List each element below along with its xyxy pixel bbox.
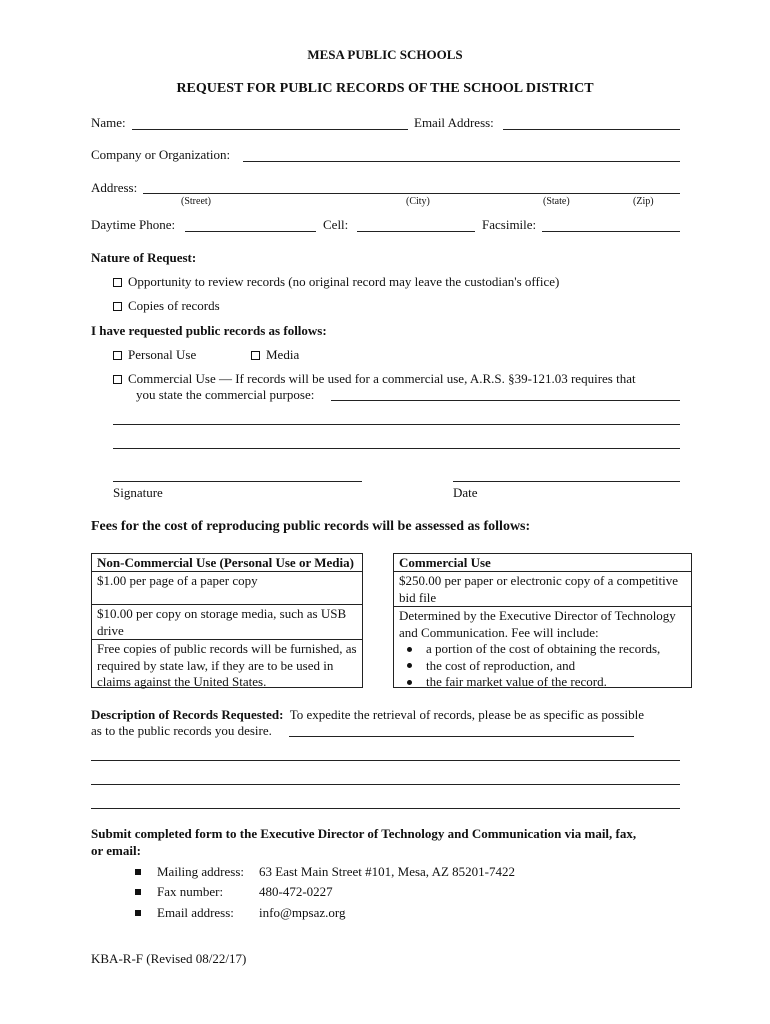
nature-option-review[interactable] — [113, 274, 559, 290]
bullet-icon — [135, 889, 141, 895]
cell-label: Cell: — [323, 217, 349, 232]
requested-heading: I have requested public records as follows: — [91, 323, 327, 338]
media-label: Media — [266, 347, 300, 362]
checkbox-icon[interactable] — [113, 302, 122, 311]
signature-field[interactable] — [113, 481, 362, 482]
description-line-field-3[interactable] — [91, 784, 680, 785]
checkbox-icon[interactable] — [251, 351, 260, 360]
email-label: Email Address: — [414, 115, 494, 130]
street-caption: (Street) — [181, 196, 211, 207]
commercial-bullet-text: the cost of reproduction, and — [426, 657, 576, 673]
phone-label: Daytime Phone: — [91, 217, 176, 232]
name-field[interactable] — [132, 129, 408, 130]
date-field[interactable] — [453, 481, 680, 482]
description-instructions: To expedite the retrieval of records, please be as specific as possible — [289, 707, 645, 722]
submit-item-label: Mailing address: — [157, 864, 245, 879]
noncommercial-row-free: Free copies of public records will be furnished, as required by state law, if they are to be used in claims against the United States. — [92, 639, 362, 689]
fax-field[interactable] — [542, 231, 680, 232]
description-line-field-2[interactable] — [91, 760, 680, 761]
address-field[interactable] — [143, 193, 680, 194]
commercial-row-bid: $250.00 per paper or electronic copy of a competitive bid file — [394, 571, 691, 606]
commercial-use-label: Commercial Use — If records will be used for a commercial use, A.R.S. §39-121.03 requires that — [128, 371, 636, 386]
bullet-icon — [135, 910, 141, 916]
commercial-row-determined — [394, 606, 691, 689]
checkbox-icon[interactable] — [113, 375, 122, 384]
commercial-use-option[interactable] — [113, 371, 636, 387]
commercial-purpose-label: you state the commercial purpose: — [136, 387, 315, 402]
company-field[interactable] — [243, 161, 680, 162]
noncommercial-header: Non-Commercial Use (Personal Use or Media) — [97, 555, 354, 570]
nature-option-review-label: Opportunity to review records (no original record may leave the custodian's office) — [128, 274, 560, 289]
commercial-bullet-text: the fair market value of the record. — [426, 674, 607, 689]
submit-instructions-line-2: or email: — [91, 843, 141, 858]
bullet-icon — [407, 647, 412, 652]
bullet-icon — [135, 869, 141, 875]
submit-item-fax — [91, 884, 223, 900]
media-option[interactable] — [251, 347, 299, 363]
bullet-icon — [407, 680, 412, 685]
submit-instructions-line-1: Submit completed form to the Executive Director of Technology and Communication via mail, fax, — [91, 826, 637, 841]
description-label: Description of Records Requested: — [91, 707, 284, 722]
mailing-address-value: 63 East Main Street #101, Mesa, AZ 85201-7422 — [259, 864, 515, 879]
name-label: Name: — [91, 115, 126, 130]
description-line-1 — [91, 707, 644, 723]
nature-option-copies-label: Copies of records — [128, 298, 220, 313]
commercial-bullet-text: a portion of the cost of obtaining the records, — [426, 641, 661, 656]
fax-number-value: 480-472-0227 — [259, 884, 333, 899]
commercial-purpose-line-2[interactable] — [113, 424, 680, 425]
fees-heading: Fees for the cost of reproducing public records will be assessed as follows: — [91, 519, 531, 534]
commercial-bullet — [399, 641, 686, 658]
email-field[interactable] — [503, 129, 680, 130]
commercial-bullet — [399, 658, 686, 675]
city-caption: (City) — [406, 196, 430, 207]
form-id: KBA-R-F (Revised 08/22/17) — [91, 951, 247, 966]
signature-label: Signature — [113, 485, 163, 500]
commercial-fee-table — [393, 553, 692, 688]
submit-item-label: Email address: — [157, 905, 234, 920]
commercial-determined-text: Determined by the Executive Director of Technology and Communication. Fee will include: — [399, 608, 676, 640]
noncommercial-row-paper: $1.00 per page of a paper copy — [92, 571, 362, 604]
description-field[interactable] — [289, 736, 634, 737]
commercial-purpose-field[interactable] — [331, 400, 680, 401]
date-label: Date — [453, 485, 478, 500]
page-title: REQUEST FOR PUBLIC RECORDS OF THE SCHOOL DISTRICT — [176, 81, 594, 96]
commercial-purpose-line-3[interactable] — [113, 448, 680, 449]
bullet-icon — [407, 663, 412, 668]
cell-field[interactable] — [357, 231, 475, 232]
checkbox-icon[interactable] — [113, 351, 122, 360]
noncommercial-fee-table — [91, 553, 363, 688]
state-caption: (State) — [543, 196, 570, 207]
zip-caption: (Zip) — [633, 196, 654, 207]
description-line-2: as to the public records you desire. — [91, 723, 272, 738]
commercial-bullet — [399, 674, 686, 691]
phone-field[interactable] — [185, 231, 316, 232]
personal-use-label: Personal Use — [128, 347, 197, 362]
fax-label: Facsimile: — [482, 217, 537, 232]
email-address-value[interactable]: info@mpsaz.org — [259, 905, 346, 920]
submit-item-mail — [91, 864, 244, 880]
checkbox-icon[interactable] — [113, 278, 122, 287]
nature-option-copies[interactable] — [113, 298, 220, 314]
noncommercial-row-media: $10.00 per copy on storage media, such as USB drive — [92, 604, 362, 639]
submit-item-email — [91, 905, 234, 921]
commercial-header: Commercial Use — [399, 555, 491, 570]
org-name: MESA PUBLIC SCHOOLS — [307, 47, 463, 62]
personal-use-option[interactable] — [113, 347, 196, 363]
description-line-field-4[interactable] — [91, 808, 680, 809]
nature-heading: Nature of Request: — [91, 250, 197, 265]
company-label: Company or Organization: — [91, 147, 231, 162]
submit-item-label: Fax number: — [157, 884, 224, 899]
address-label: Address: — [91, 180, 138, 195]
